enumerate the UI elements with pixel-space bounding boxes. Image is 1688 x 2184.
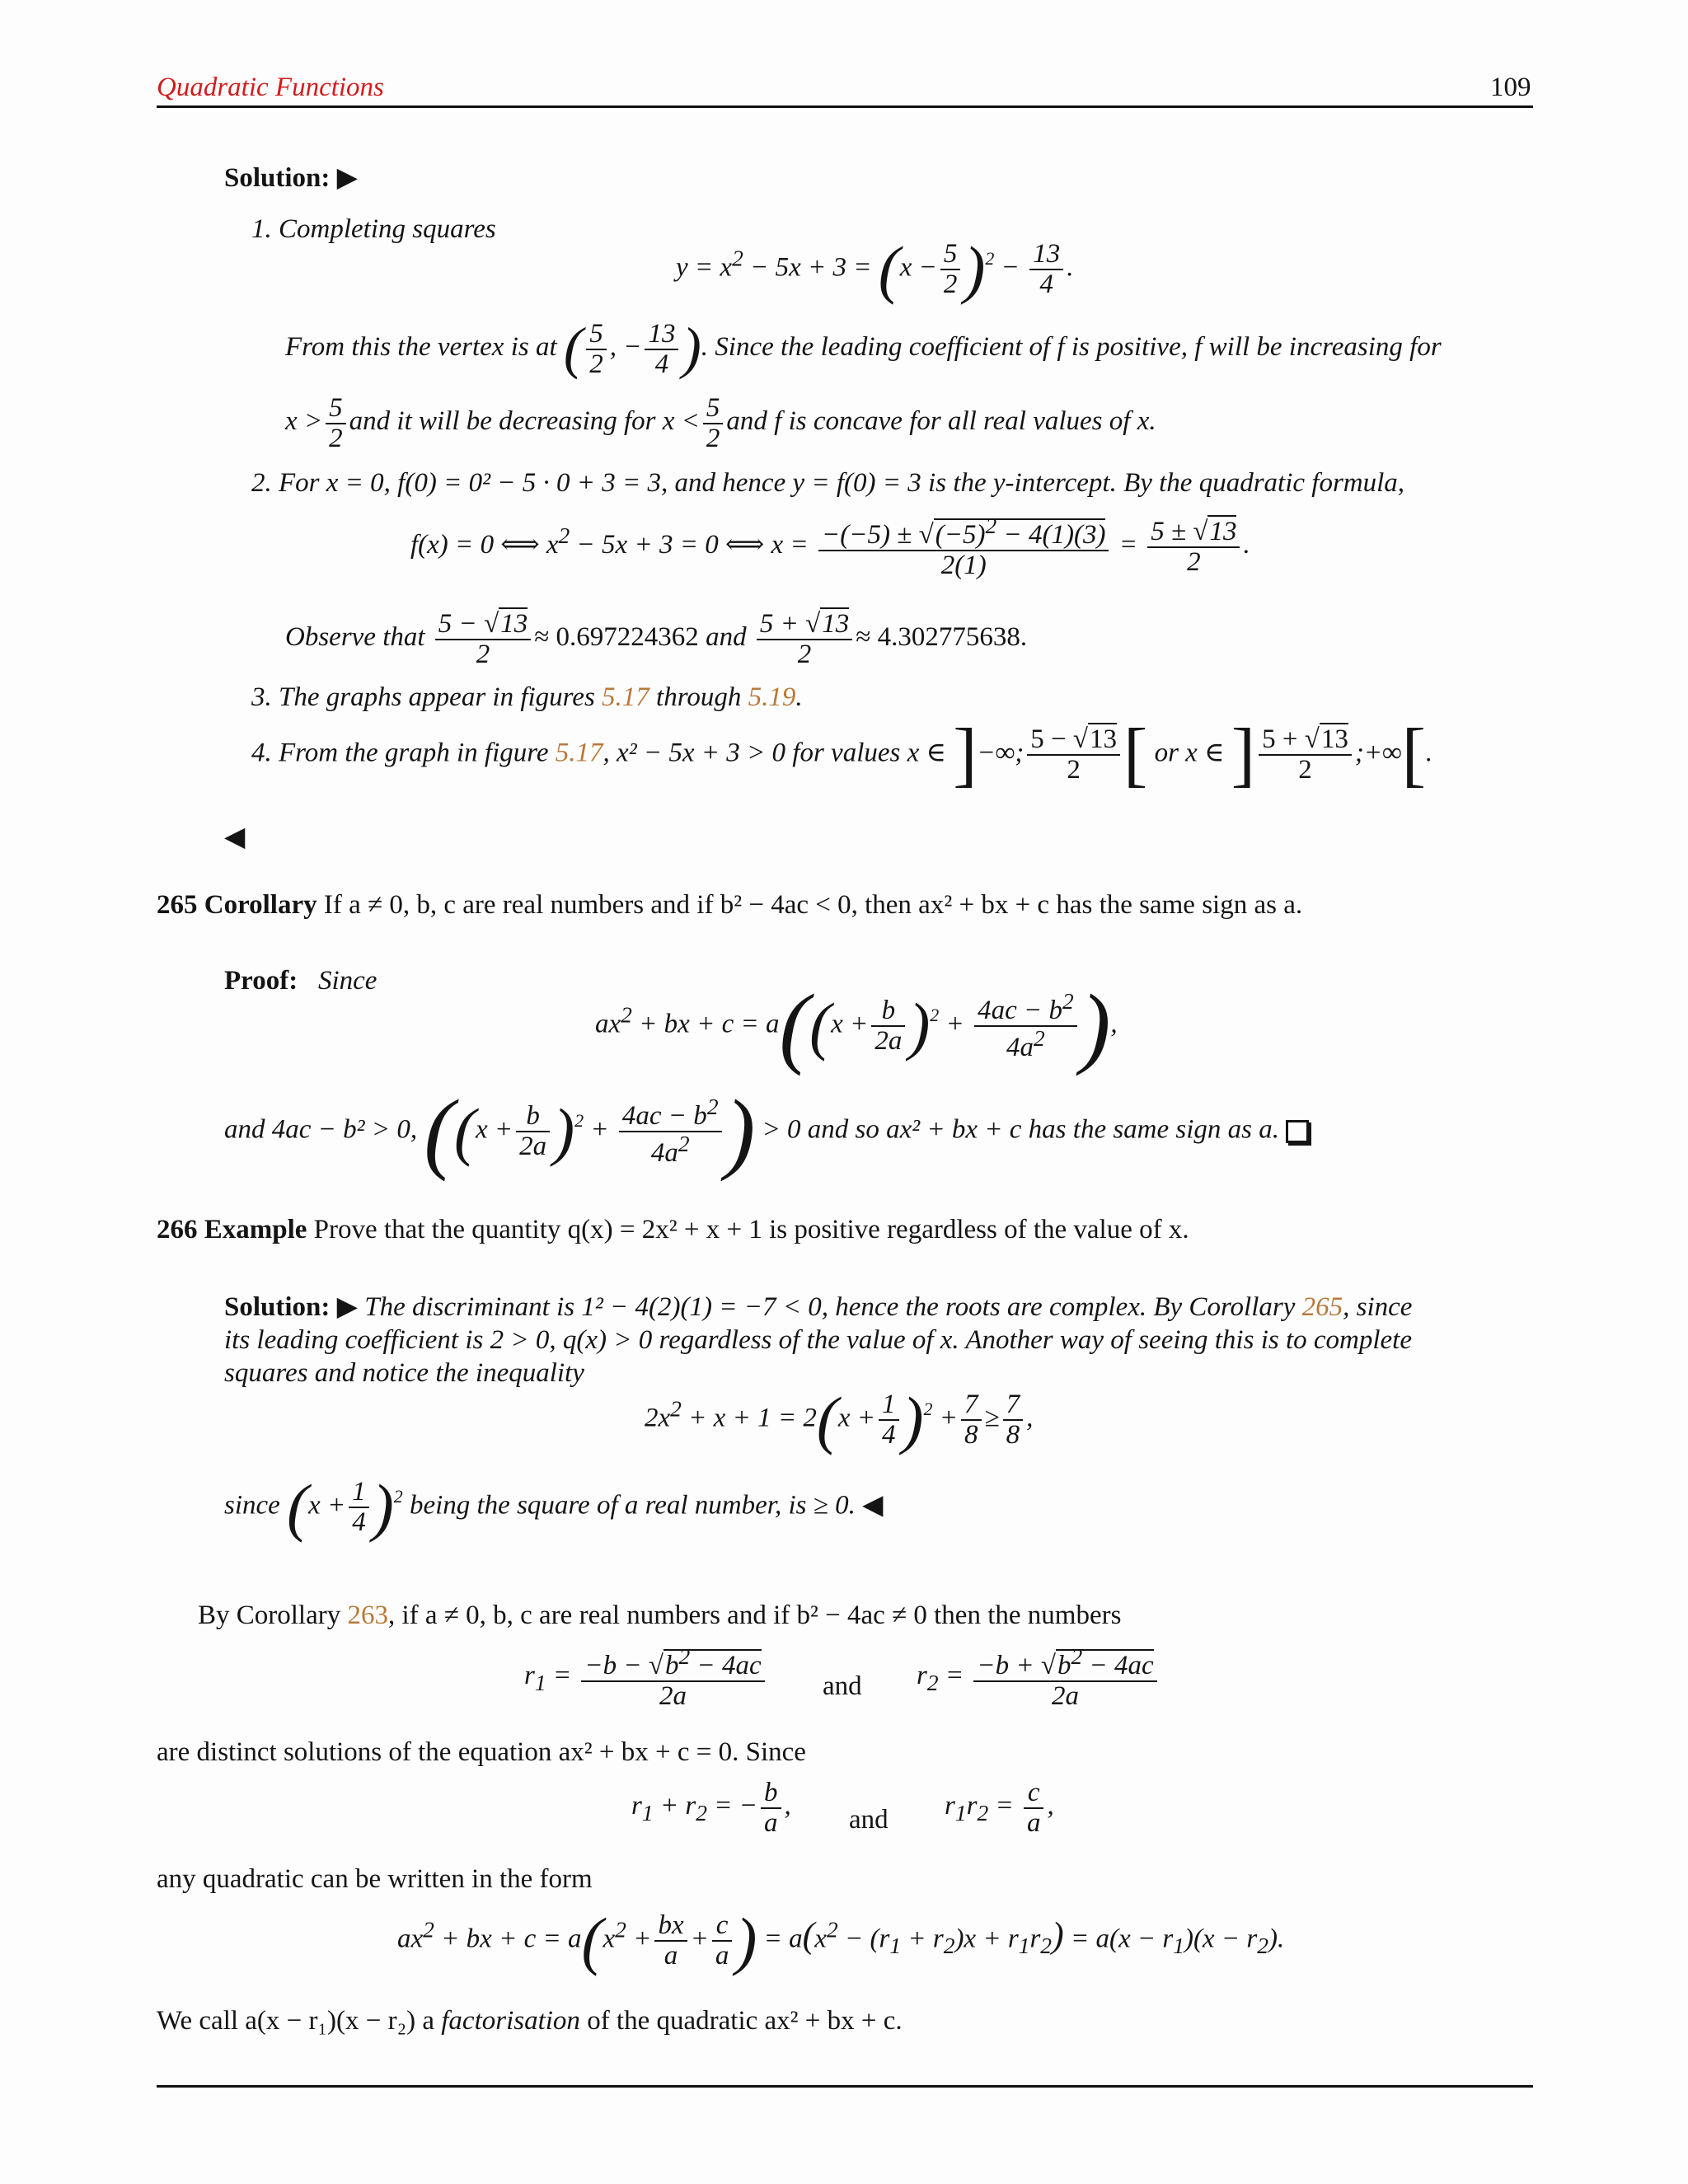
figure-link-5-17-b[interactable]: 5.17 [555, 738, 603, 768]
incdec-text-b: and f is concave for all real values of x. [726, 406, 1156, 437]
quadratic-formula-display: f(x) = 0 ⟺ $x^2 - 5x + 3 = 0$ ⟺ x = $\frac{-(-5) \pm √(-5)^2 - 4(1)(3)}{2(1)}$ = $\frac{5 \pm √13}{2}$ . [410, 513, 1250, 580]
solution-heading [224, 162, 358, 195]
factorisation-display: $ax^2$ + bx + $c = a(x^2$ + $\frac{bx}{a}$ + $\frac{c}{a}$ ) = $a(x^2 - (r_1 + r_2)x + r_1r_2) = a(x - r_1)(x - r_2)$. [397, 1905, 1285, 1976]
footer-rule [157, 2085, 1533, 2088]
vieta-and: and [849, 1805, 889, 1835]
roots-display: $r_1$ = $\frac{-b - √b^2 - 4ac}{2a}$ [524, 1645, 768, 1710]
item1-text: Completing squares [279, 214, 496, 244]
corollary-number: 265 [157, 890, 198, 920]
observe-value-2: ≈ 4.302775638. [856, 622, 1028, 653]
right-triangle-icon: ▶ [336, 163, 359, 193]
solution2-since: since [224, 1490, 280, 1521]
qed-box-icon [1286, 1120, 1309, 1143]
item4-text-a: From the graph in figure [279, 738, 549, 768]
item2 [251, 466, 1404, 500]
vieta-product: $r_1r_2$ = $\frac{c}{a}$ , [945, 1778, 1054, 1838]
para4-b: of the quadratic ax² + bx + c. [587, 2006, 903, 2036]
solution2-label: Solution: [224, 1292, 331, 1322]
observe-prefix: Observe that [285, 622, 425, 653]
solution2-line2: its leading coefficient is 2 > 0, q(x) > 0 regardless of the value of x. Another way of seeing this is to complete [224, 1325, 1412, 1355]
right-triangle-icon: ▶ [336, 1292, 359, 1322]
item4-text-b: , x² − 5x + 3 > 0 for values x ∈ [603, 738, 946, 768]
end-solution-icon: ◀ [862, 1490, 884, 1521]
vertex-prefix: From this the vertex is at [285, 332, 557, 363]
para4 [157, 2004, 903, 2038]
corollary-text: If a ≠ 0, b, c are real numbers and if b² − 4ac < 0, then ax² + bx + c has the same sign as a. [323, 890, 1303, 920]
incdec-line: x > $\frac{5}{2}$ and it will be decreasing for x < $\frac{5}{2}$ and f is concave for all real values of x. [285, 393, 1156, 453]
solution2-being: being the square of a real number, is ≥ 0. [409, 1490, 856, 1521]
proof-line [224, 964, 377, 998]
corollary-link-265[interactable]: 265 [1301, 1292, 1343, 1322]
observe-and: and [706, 622, 747, 653]
item1 [251, 213, 496, 246]
proof-conclusion-text: > 0 and so ax² + bx + c has the same sign as a. [762, 1114, 1280, 1145]
para1-b: , if a ≠ 0, b, c are real numbers and if b² − 4ac ≠ 0 then the numbers [387, 1601, 1122, 1630]
item3-number: 3. [251, 682, 272, 712]
item3: 3. The graphs appear in figures 5.17 through 5.19. [251, 682, 803, 712]
page-number: 109 [1490, 73, 1531, 102]
vertex-suffix: . Since the leading coefficient of f is positive, f will be increasing for [701, 332, 1442, 363]
item1-number: 1. [251, 214, 272, 244]
vieta-sum: $r_1 + r_2$ = − $\frac{b}{a}$ , [631, 1778, 791, 1838]
item4: 4. From the graph in figure 5.17, x² − 5x + 3 > 0 for values x ∈ ]−∞; $\frac{5 - √13}{2}$ [ or x ∈ ] $\frac{5 + √13}{2}$ ;+∞[. [251, 715, 1433, 794]
solution2-line1 [224, 1291, 1412, 1324]
solution2-line3: squares and notice the inequality [224, 1358, 584, 1388]
vertex-line: From this the vertex is at ( $\frac{5}{2}$ , − $\frac{13}{4}$ ). Since the leading coefficient of f is positive, f will be increasing for [285, 316, 1442, 381]
root2-display: $r_2$ = $\frac{-b + √b^2 - 4ac}{2a}$ [917, 1645, 1160, 1710]
solution2-since-line: since (x + $\frac{1}{4}$ )$^2$ being the square of a real number, is ≥ 0. ◀ [224, 1471, 884, 1543]
roots-and: and [823, 1671, 862, 1701]
corollary-265 [157, 888, 1302, 922]
item2-text: For x = 0, f(0) = 0² − 5 · 0 + 3 = 3, and hence y = f(0) = 3 is the y-intercept. By the quadratic formula, [279, 468, 1405, 498]
proof-display-equation: $ax^2$ + bx + c = a((x + $\frac{b}{2a}$ )$^2$ + $\frac{4ac - b^2}{4a^2}$ ), [595, 976, 1118, 1076]
observe-value-1: ≈ 0.697224362 [534, 622, 699, 653]
proof-label: Proof: [224, 966, 298, 996]
solution-label: Solution: [224, 163, 331, 193]
item3-text-a: The graphs appear in figures [279, 682, 595, 712]
proof-conclusion: and 4ac − b² > 0, ((x + $\frac{b}{2a}$ )$^2$ + $\frac{4ac - b^2}{4a^2}$ ) > 0 and so ax² + bx + c has the same sign as a. [224, 1086, 1309, 1177]
proof-and-text: and 4ac − b² > 0, [224, 1114, 418, 1145]
para4-a: We call a(x − r₁)(x − r₂) a [157, 2006, 434, 2036]
example-number: 266 [157, 1215, 198, 1244]
end-solution-icon: ◀ [224, 823, 246, 852]
observe-line: Observe that $\frac{5 - √13}{2}$ ≈ 0.697224362 and $\frac{5 + √13}{2}$ ≈ 4.302775638. [285, 609, 1028, 669]
corollary-label: Corollary [204, 890, 317, 920]
para1 [198, 1599, 1121, 1633]
item4-number: 4. [251, 738, 272, 768]
example-266 [157, 1213, 1189, 1247]
running-head: Quadratic Functions [157, 73, 384, 102]
item4-or: or x ∈ [1154, 738, 1225, 768]
example-text: Prove that the quantity q(x) = 2x² + x + 1 is positive regardless of the value of x. [313, 1215, 1189, 1244]
proof-since: Since [317, 966, 377, 996]
para4-emphasis: factorisation [441, 2006, 580, 2036]
para3: any quadratic can be written in the form [157, 1864, 593, 1894]
example-label: Example [204, 1215, 307, 1244]
incdec-text-a: and it will be decreasing for x < [349, 406, 700, 437]
figure-link-5-17[interactable]: 5.17 [602, 682, 649, 712]
para2: are distinct solutions of the equation ax² + bx + c = 0. Since [157, 1737, 806, 1767]
item3-text-b: through [656, 682, 742, 712]
solution2-line1-a: The discriminant is 1² − 4(2)(1) = −7 < 0, hence the roots are complex. By Corollary [364, 1292, 1296, 1322]
completed-square-equation: $y = x^2 - 5x + 3 = (x$ − $\frac{5}{2}$ )$^2$ − $\frac{13}{4}$ . [676, 233, 1074, 305]
corollary-link-263[interactable]: 263 [347, 1601, 388, 1630]
para1-a: By Corollary [198, 1601, 341, 1630]
item2-number: 2. [251, 468, 272, 498]
figure-link-5-19[interactable]: 5.19 [748, 682, 796, 712]
inequality-display: $2x^2 + x + 1 = 2(x$ + $\frac{1}{4}$ )$^2$ + $\frac{7}{8}$ ≥ $\frac{7}{8}$ , [645, 1384, 1034, 1455]
header-rule [157, 105, 1533, 108]
solution2-line1-b: , since [1343, 1292, 1413, 1322]
